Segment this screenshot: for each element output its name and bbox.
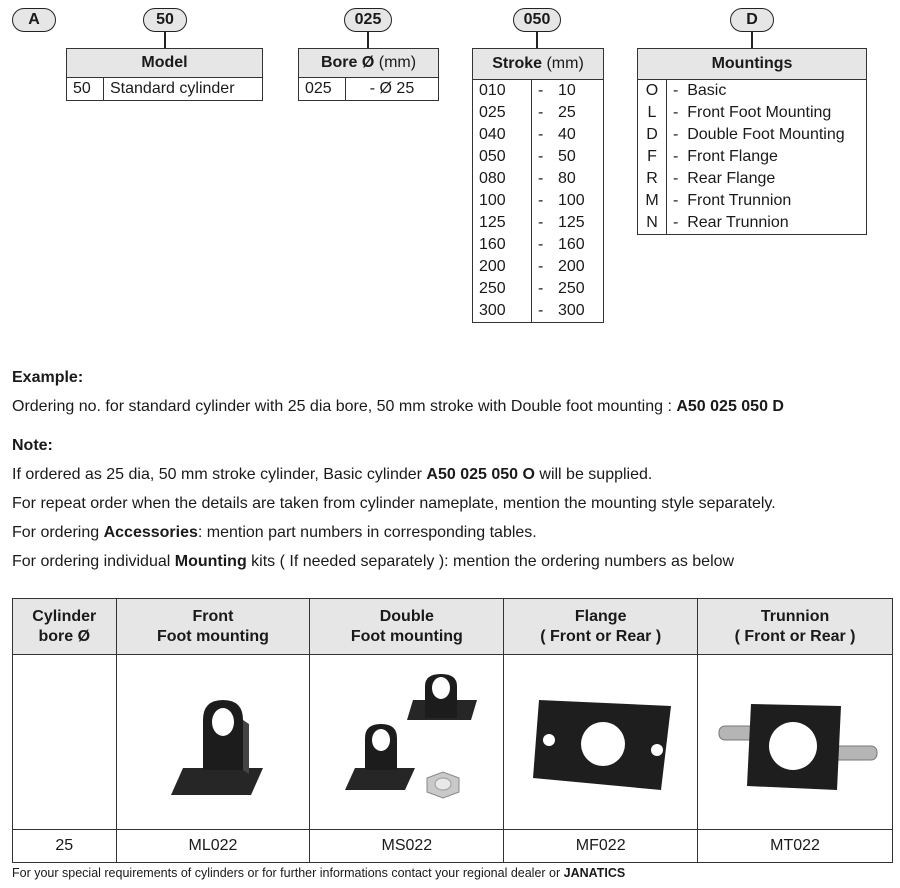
kits-header-trunnion: Trunnion ( Front or Rear ): [698, 599, 893, 655]
mounting-code: M: [638, 190, 667, 212]
kits-header-bore: Cylinder bore Ø: [13, 599, 117, 655]
example-text: [12, 397, 784, 417]
trunnion-mount-image: [698, 655, 893, 830]
stroke-value: 160: [558, 236, 585, 253]
stroke-code: 010: [473, 80, 532, 103]
kit-code-trunnion: MT022: [698, 830, 893, 863]
stroke-row: [473, 256, 604, 278]
stroke-table: [472, 48, 604, 323]
stroke-code: 250: [473, 278, 532, 300]
mounting-desc: - Rear Flange: [673, 170, 776, 187]
stroke-row: [473, 124, 604, 146]
model-code-pill: 50: [143, 8, 187, 32]
double-foot-bracket-icon: [317, 660, 497, 820]
bore-table: [298, 48, 439, 101]
stroke-dash: -: [538, 192, 544, 209]
stroke-dash: -: [538, 280, 544, 297]
note-line-4-pre: For ordering individual: [12, 553, 175, 570]
model-connector: [164, 32, 166, 48]
stroke-dash: -: [538, 170, 544, 187]
note-line-1-pre: If ordered as 25 dia, 50 mm stroke cylinder, Basic cylinder: [12, 466, 427, 483]
stroke-value: 250: [558, 280, 585, 297]
kits-image-empty: [13, 655, 117, 830]
stroke-value: 100: [558, 192, 585, 209]
bore-code: 025: [299, 78, 346, 101]
model-table: [66, 48, 263, 101]
kits-header-double-foot: Double Foot mounting: [310, 599, 504, 655]
bore-code-pill: 025: [344, 8, 392, 32]
stroke-code: 300: [473, 300, 532, 323]
stroke-code: 080: [473, 168, 532, 190]
stroke-row: [473, 234, 604, 256]
stroke-dash: -: [538, 104, 544, 121]
kits-header-front-foot: Front Foot mounting: [116, 599, 310, 655]
mounting-row: [638, 212, 867, 235]
stroke-row: [473, 168, 604, 190]
stroke-code: 040: [473, 124, 532, 146]
footer-brand: JANATICS: [563, 866, 626, 880]
mountings-table-header: Mountings: [638, 49, 867, 80]
mounting-row: [638, 102, 867, 124]
stroke-value: 300: [558, 302, 585, 319]
model-desc: Standard cylinder: [104, 78, 263, 101]
note-line-4-post: kits ( If needed separately ): mention the ordering numbers as below: [246, 553, 735, 570]
mounting-row: [638, 168, 867, 190]
mounting-desc: - Double Foot Mounting: [673, 126, 845, 143]
stroke-dash: -: [538, 236, 544, 253]
stroke-header-label: Stroke: [492, 55, 543, 72]
note-line-1-code: A50 025 050 O: [426, 466, 535, 483]
mounting-row: [638, 146, 867, 168]
mounting-code: L: [638, 102, 667, 124]
stroke-dash: -: [538, 148, 544, 165]
mounting-code: D: [638, 124, 667, 146]
stroke-value: 200: [558, 258, 585, 275]
stroke-code: 050: [473, 146, 532, 168]
stroke-dash: -: [538, 82, 544, 99]
mounting-desc: - Basic: [673, 82, 727, 99]
series-code-pill: A: [12, 8, 56, 32]
stroke-row: [473, 300, 604, 323]
mounting-desc: - Front Foot Mounting: [673, 104, 832, 121]
trunnion-block-icon: [705, 660, 885, 820]
mountings-table: [637, 48, 867, 235]
mounting-code: R: [638, 168, 667, 190]
stroke-value: 125: [558, 214, 585, 231]
mounting-code-pill: D: [730, 8, 774, 32]
bore-connector: [367, 32, 369, 48]
stroke-code: 100: [473, 190, 532, 212]
mounting-kits-table: [12, 598, 893, 863]
kit-code-bore: 25: [13, 830, 117, 863]
flange-mount-image: [504, 655, 698, 830]
stroke-code: 160: [473, 234, 532, 256]
stroke-code: 125: [473, 212, 532, 234]
stroke-dash: -: [538, 126, 544, 143]
bore-header-label: Bore Ø: [320, 54, 375, 71]
mounting-row: [638, 190, 867, 212]
stroke-code: 025: [473, 102, 532, 124]
stroke-row: [473, 80, 604, 103]
kit-code-front-foot: ML022: [116, 830, 310, 863]
mounting-desc: - Front Flange: [673, 148, 778, 165]
example-desc: Ordering no. for standard cylinder with 25 dia bore, 50 mm stroke with Double foot mounting :: [12, 398, 677, 415]
bore-desc: - Ø 25: [346, 78, 439, 101]
kit-code-flange: MF022: [504, 830, 698, 863]
mounting-code: F: [638, 146, 667, 168]
note-heading: Note:: [12, 437, 53, 454]
model-code: 50: [67, 78, 104, 101]
note-line-3-post: : mention part numbers in corresponding tables.: [197, 524, 537, 541]
stroke-row: [473, 102, 604, 124]
footer-note: [12, 866, 625, 880]
front-foot-bracket-icon: [123, 660, 303, 820]
double-foot-mount-image: [310, 655, 504, 830]
stroke-code: 200: [473, 256, 532, 278]
bore-table-header: [299, 49, 439, 78]
stroke-row: [473, 212, 604, 234]
stroke-value: 50: [558, 148, 576, 165]
stroke-value: 10: [558, 82, 576, 99]
stroke-row: [473, 146, 604, 168]
stroke-dash: -: [538, 258, 544, 275]
note-line-1-post: will be supplied.: [534, 466, 653, 483]
note-line-1: [12, 465, 652, 485]
stroke-value: 80: [558, 170, 576, 187]
stroke-table-header: [473, 49, 604, 80]
stroke-value: 40: [558, 126, 576, 143]
mounting-connector: [751, 32, 753, 48]
model-table-header: Model: [67, 49, 263, 78]
mounting-row: [638, 80, 867, 103]
mounting-desc: - Rear Trunnion: [673, 214, 789, 231]
front-foot-mount-image: [116, 655, 310, 830]
stroke-code-pill: 050: [513, 8, 561, 32]
footer-text: For your special requirements of cylinders or for further informations contact your regional dealer or: [12, 866, 564, 880]
stroke-connector: [536, 32, 538, 48]
stroke-dash: -: [538, 214, 544, 231]
stroke-row: [473, 278, 604, 300]
stroke-header-unit: (mm): [546, 55, 584, 72]
note-line-2: For repeat order when the details are taken from cylinder nameplate, mention the mounting style separately.: [12, 495, 776, 512]
note-line-4-bold: Mounting: [174, 553, 247, 570]
kits-header-flange: Flange ( Front or Rear ): [504, 599, 698, 655]
note-line-3: [12, 523, 537, 543]
note-line-3-bold: Accessories: [103, 524, 198, 541]
stroke-row: [473, 190, 604, 212]
note-line-4: [12, 552, 734, 572]
mounting-code: O: [638, 80, 667, 103]
stroke-dash: -: [538, 302, 544, 319]
example-code: A50 025 050 D: [676, 398, 784, 415]
note-line-3-pre: For ordering: [12, 524, 104, 541]
flange-plate-icon: [511, 660, 691, 820]
mounting-row: [638, 124, 867, 146]
example-heading: Example:: [12, 369, 84, 386]
mounting-desc: - Front Trunnion: [673, 192, 792, 209]
bore-header-unit: (mm): [378, 54, 417, 71]
stroke-value: 25: [558, 104, 576, 121]
kit-code-double-foot: MS022: [310, 830, 504, 863]
mounting-code: N: [638, 212, 667, 235]
